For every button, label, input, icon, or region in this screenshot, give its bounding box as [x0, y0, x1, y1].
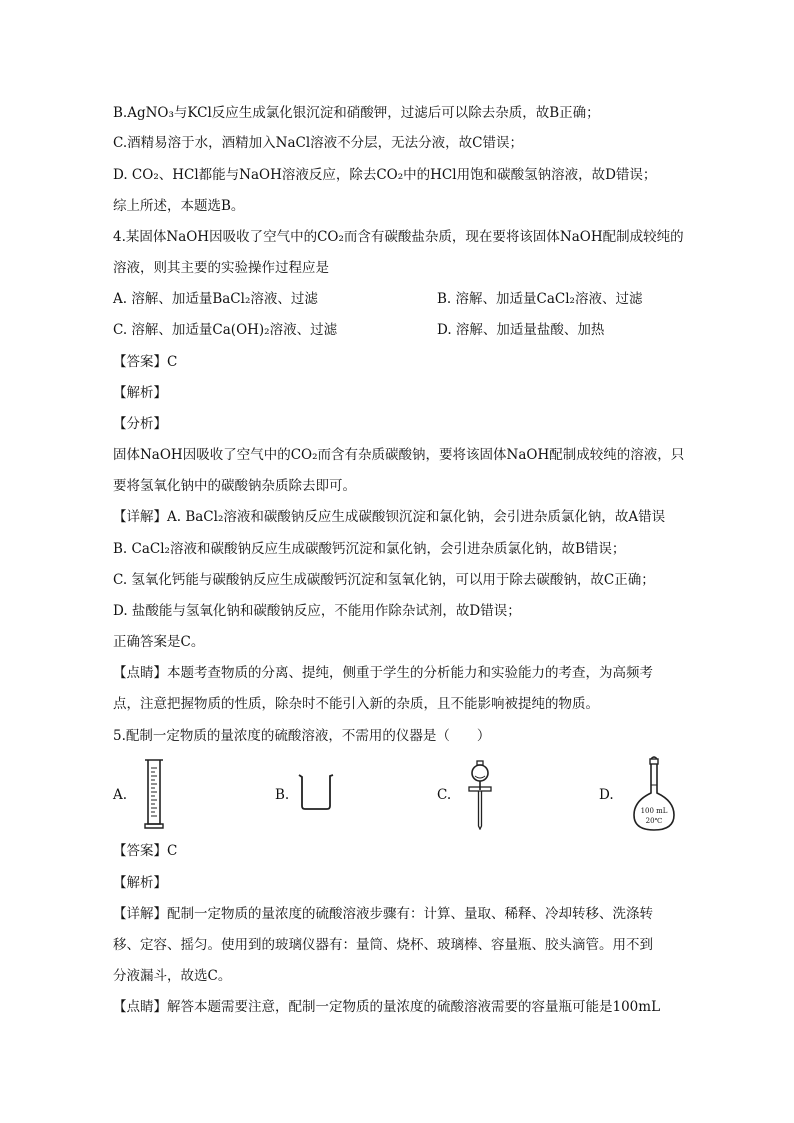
beaker-icon [297, 773, 335, 811]
q4-answer: 【答案】C [113, 354, 178, 370]
text-line-3: D. CO₂、HCl都能与NaOH溶液反应，除去CO₂中的HCl用饱和碳酸氢钠溶液，故D错误； [113, 167, 657, 183]
q4-analysis-heading: 【解析】 [113, 385, 167, 401]
q4-analysis-1: 固体NaOH因吸收了空气中的CO₂而含有杂质碳酸钠，要将该固体NaOH配制成较纯的溶液，只 [113, 447, 685, 463]
q4-detail-b: B. CaCl₂溶液和碳酸钠反应生成碳酸钙沉淀和氯化钠，会引进杂质氯化钠，故B错误； [113, 541, 626, 557]
q5-detail-1: 【详解】配制一定物质的量浓度的硫酸溶液步骤有：计算、量取、稀释、冷却转移、洗涤转 [113, 906, 653, 922]
q5-option-c-label: C. [437, 787, 452, 803]
q4-analysis-2: 要将氢氧化钠中的碳酸钠杂质除去即可。 [113, 478, 356, 494]
question-4-stem-1: 4.某固体NaOH因吸收了空气中的CO₂而含有碳酸盐杂质，现在要将该固体NaOH配制成较纯的 [113, 229, 684, 245]
graduated-cylinder-icon [142, 758, 166, 830]
q4-analysis-subheading: 【分析】 [113, 416, 167, 432]
q5-answer: 【答案】C [113, 843, 178, 859]
text-line-1: B.AgNO₃与KCl反应生成氯化银沉淀和硝酸钾，过滤后可以除去杂质，故B正确； [113, 105, 600, 121]
q5-option-a-label: A. [113, 787, 128, 803]
q5-detail-2: 移、定容、摇匀。使用到的玻璃仪器有：量筒、烧杯、玻璃棒、容量瓶、胶头滴管。用不到 [113, 937, 653, 953]
q4-choice-b: B. 溶解、加适量CaCl₂溶液、过滤 [437, 291, 643, 307]
q5-tip: 【点睛】解答本题需要注意，配制一定物质的量浓度的硫酸溶液需要的容量瓶可能是100mL [113, 999, 661, 1015]
question-5-stem: 5.配制一定物质的量浓度的硫酸溶液，不需用的仪器是（ ） [113, 728, 491, 744]
separatory-funnel-icon [465, 760, 495, 830]
q5-option-d-label: D. [599, 787, 614, 803]
flask-volume-label: 100 mL [640, 807, 668, 815]
q5-detail-3: 分液漏斗，故选C。 [113, 968, 232, 984]
question-4-stem-2: 溶液，则其主要的实验操作过程应是 [113, 260, 329, 276]
q4-choice-d: D. 溶解、加适量盐酸、加热 [437, 322, 605, 338]
text-line-2: C.酒精易溶于水，酒精加入NaCl溶液不分层，无法分液，故C错误； [113, 135, 523, 151]
q4-detail-a: 【详解】A. BaCl₂溶液和碳酸钠反应生成碳酸钡沉淀和氯化钠，会引进杂质氯化钠，故A错误 [113, 509, 666, 525]
text-line-4: 综上所述，本题选B。 [113, 198, 245, 214]
q5-option-b-label: B. [275, 787, 290, 803]
q4-tip-2: 点，注意把握物质的性质，除杂时不能引入新的杂质，且不能影响被提纯的物质。 [113, 696, 599, 712]
q4-detail-d: D. 盐酸能与氢氧化钠和碳酸钠反应，不能用作除杂试剂，故D错误； [113, 603, 521, 619]
volumetric-flask-icon [631, 755, 677, 833]
q4-conclusion: 正确答案是C。 [113, 634, 205, 650]
q5-analysis-heading: 【解析】 [113, 875, 167, 891]
flask-temp-label: 20℃ [645, 817, 663, 825]
q4-detail-c: C. 氢氧化钙能与碳酸钠反应生成碳酸钙沉淀和氢氧化钠，可以用于除去碳酸钠，故C正确； [113, 572, 655, 588]
q4-choice-c: C. 溶解、加适量Ca(OH)₂溶液、过滤 [113, 322, 338, 338]
q4-tip-1: 【点睛】本题考查物质的分离、提纯，侧重于学生的分析能力和实验能力的考查，为高频考 [113, 665, 653, 681]
q4-choice-a: A. 溶解、加适量BaCl₂溶液、过滤 [113, 291, 318, 307]
